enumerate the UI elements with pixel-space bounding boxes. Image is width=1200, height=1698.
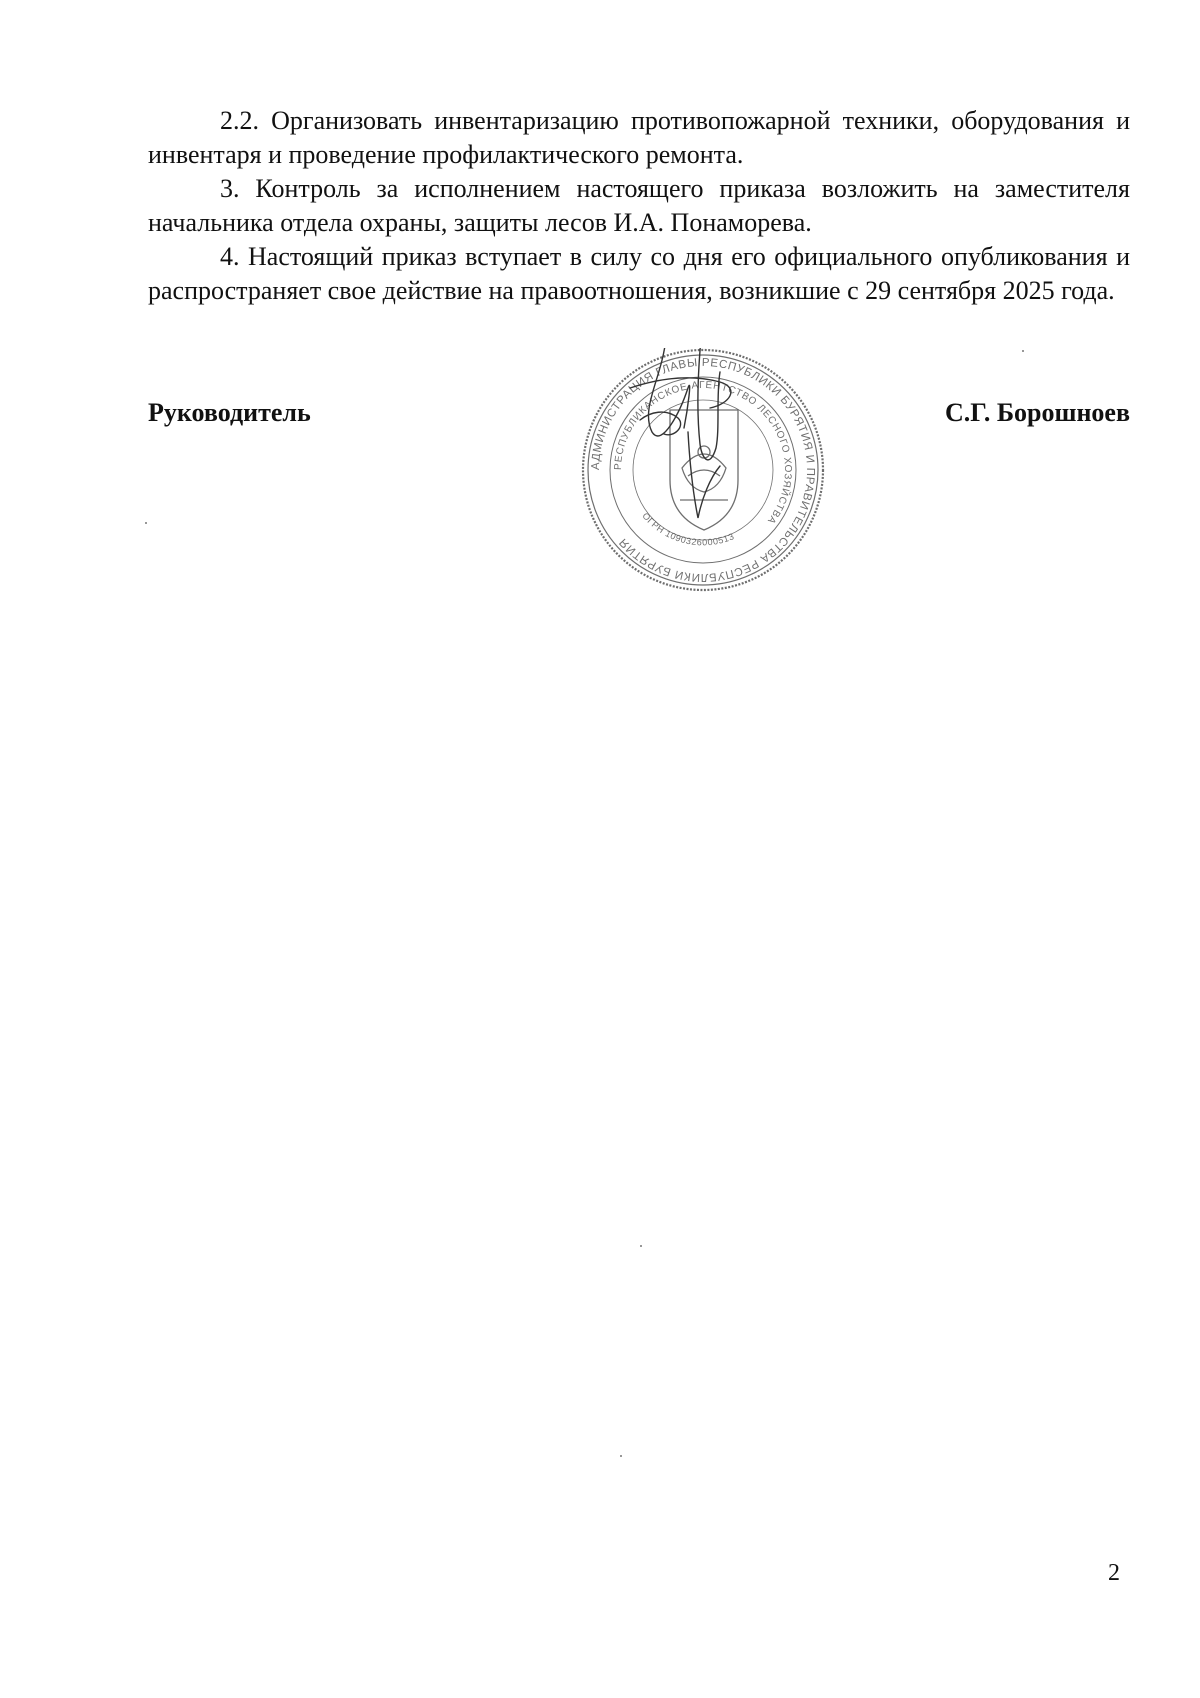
paragraph-4: 4. Настоящий приказ вступает в силу со дня его официального опубликования и распространяет свое действие на правоотношения, возникшие с 29 сентября 2025 года. (148, 242, 1130, 305)
scan-speck (620, 1455, 622, 1457)
scan-speck (1022, 350, 1024, 352)
scan-speck (145, 522, 147, 524)
paragraph-2-2: 2.2. Организовать инвентаризацию противопожарной техники, оборудования и инвентаря и проведение профилактического ремонта. (148, 106, 1130, 169)
seal-outer-text: АДМИНИСТРАЦИЯ ГЛАВЫ РЕСПУБЛИКИ БУРЯТИЯ И ПРАВИТЕЛЬСТВА РЕСПУБЛИКИ БУРЯТИЯ (589, 356, 817, 584)
official-seal (570, 348, 836, 592)
signatory-name: С.Г. Борошноев (944, 398, 1130, 427)
paragraph-3: 3. Контроль за исполнением настоящего приказа возложить на заместителя начальника отдела охраны, защиты лесов И.А. Понаморева. (148, 174, 1130, 237)
scan-speck (640, 1245, 642, 1247)
order-body (148, 104, 1130, 308)
signatory-title: Руководитель (148, 398, 311, 427)
seal-bottom-text: ОГРН 1090326000513 (640, 510, 736, 548)
seal-inner-text: РЕСПУБЛИКАНСКОЕ АГЕНТСТВО ЛЕСНОГО ХОЗЯЙСТВА (612, 379, 794, 526)
page-number: 2 (1108, 1560, 1120, 1586)
